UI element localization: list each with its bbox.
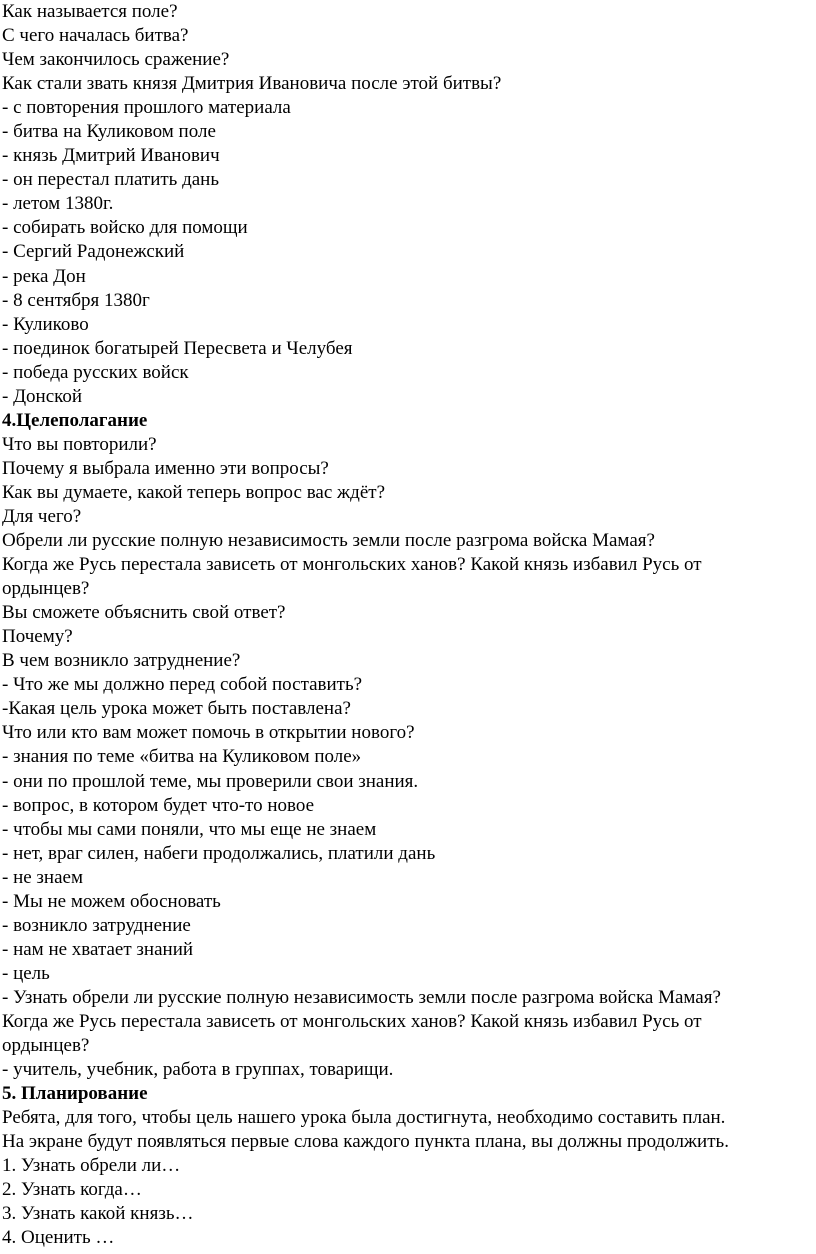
text-line: Вы сможете объяснить свой ответ? <box>2 602 286 624</box>
text-line: - Куликово <box>2 313 89 335</box>
text-line: ордынцев? <box>2 578 90 600</box>
text-line: 2. Узнать когда… <box>2 1179 142 1201</box>
text-line: - река Дон <box>2 265 86 287</box>
text-line: Почему я выбрала именно эти вопросы? <box>2 457 329 479</box>
text-line: - не знаем <box>2 866 83 888</box>
text-line: Когда же Русь перестала зависеть от монгольских ханов? Какой князь избавил Русь от <box>2 1010 702 1032</box>
text-line: - князь Дмитрий Иванович <box>2 145 220 167</box>
text-line: Почему? <box>2 626 73 648</box>
text-line: Как вы думаете, какой теперь вопрос вас ждёт? <box>2 481 386 503</box>
text-line: - нет, враг силен, набеги продолжались, платили дань <box>2 842 436 864</box>
text-line: - цель <box>2 962 50 984</box>
text-line: - нам не хватает знаний <box>2 938 194 960</box>
document-body <box>2 0 814 1250</box>
text-line: - поединок богатырей Пересвета и Челубея <box>2 337 353 359</box>
text-line: В чем возникло затруднение? <box>2 650 241 672</box>
text-line: ордынцев? <box>2 1035 90 1057</box>
text-line: Чем закончилось сражение? <box>2 49 230 71</box>
text-line: Для чего? <box>2 505 82 527</box>
text-line: 4. Оценить … <box>2 1227 115 1249</box>
text-line: - возникло затруднение <box>2 914 191 936</box>
text-line: - Мы не можем обосновать <box>2 890 221 912</box>
text-line: Когда же Русь перестала зависеть от монгольских ханов? Какой князь избавил Русь от <box>2 554 702 576</box>
text-line: - летом 1380г. <box>2 193 114 215</box>
text-line: Как называется поле? <box>2 1 178 22</box>
text-line: - вопрос, в котором будет что-то новое <box>2 794 315 816</box>
text-line: - они по прошлой теме, мы проверили свои знания. <box>2 770 419 792</box>
text-line: Что вы повторили? <box>2 433 157 455</box>
text-line: - учитель, учебник, работа в группах, товарищи. <box>2 1059 394 1081</box>
text-line: С чего началась битва? <box>2 25 189 47</box>
text-line: Как стали звать князя Дмитрия Ивановича после этой битвы? <box>2 73 502 95</box>
text-line: -Какая цель урока может быть поставлена? <box>2 698 351 720</box>
text-line: - собирать войско для помощи <box>2 217 248 239</box>
text-line: Обрели ли русские полную независимость земли после разгрома войска Мамая? <box>2 530 655 552</box>
text-line: - чтобы мы сами поняли, что мы еще не знаем <box>2 818 377 840</box>
text-line: - он перестал платить дань <box>2 169 220 191</box>
section-heading: 4.Целеполагание <box>2 409 148 431</box>
text-line: - знания по теме «битва на Куликовом поле» <box>2 746 362 768</box>
text-line: 1. Узнать обрели ли… <box>2 1155 181 1177</box>
text-line: - 8 сентября 1380г <box>2 289 150 311</box>
text-line: - победа русских войск <box>2 361 189 383</box>
text-line: - битва на Куликовом поле <box>2 121 216 143</box>
text-line: - Что же мы должно перед собой поставить? <box>2 674 363 696</box>
text-line: - с повторения прошлого материала <box>2 97 291 119</box>
text-line: - Донской <box>2 385 83 407</box>
text-line: Что или кто вам может помочь в открытии нового? <box>2 722 415 744</box>
text-line: На экране будут появляться первые слова каждого пункта плана, вы должны продолжить. <box>2 1131 729 1153</box>
text-line: Ребята, для того, чтобы цель нашего урока была достигнута, необходимо составить план. <box>2 1107 726 1129</box>
text-line: 3. Узнать какой князь… <box>2 1203 194 1225</box>
text-line: - Узнать обрели ли русские полную независимость земли после разгрома войска Мамая? <box>2 986 721 1008</box>
section-heading: 5. Планирование <box>2 1083 148 1105</box>
text-line: - Сергий Радонежский <box>2 241 185 263</box>
